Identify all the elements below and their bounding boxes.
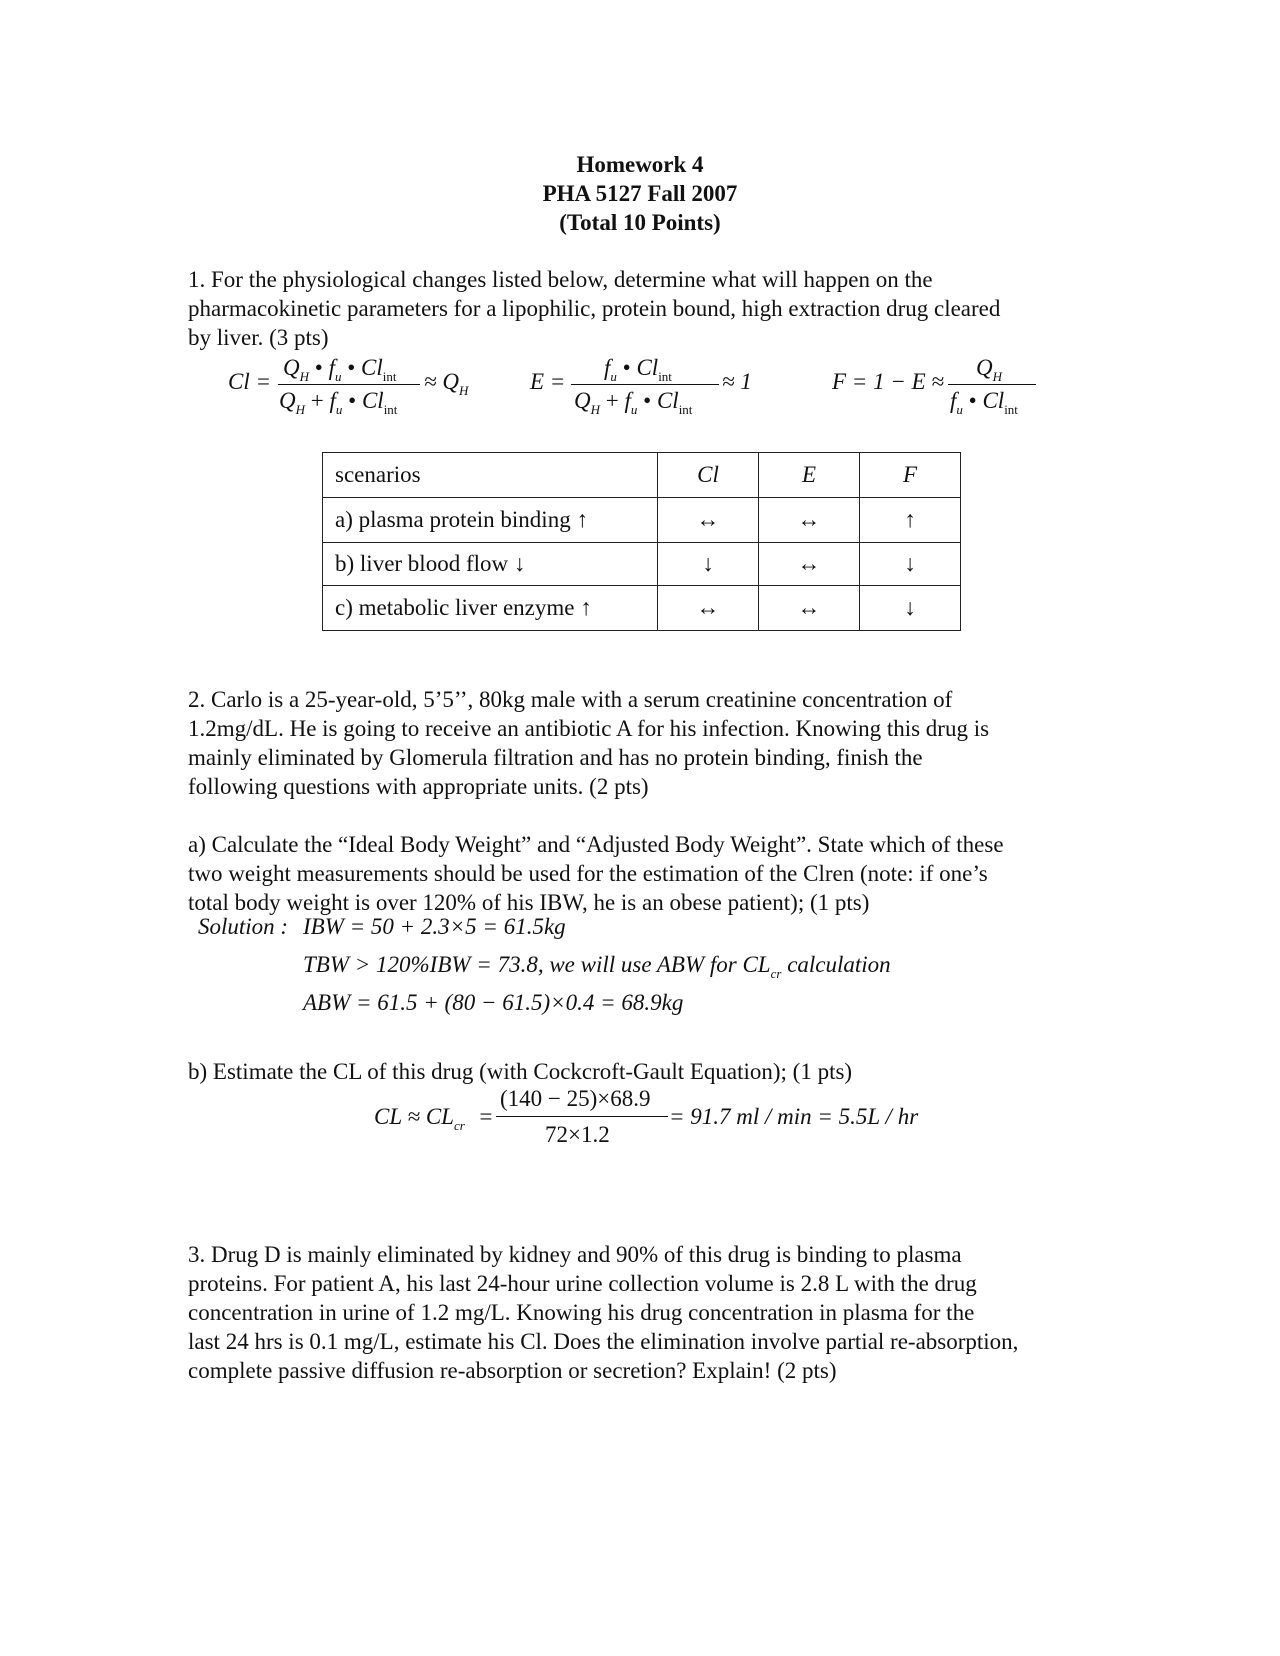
q3-line: 3. Drug D is mainly eliminated by kidney and 90% of this drug is binding to plasma xyxy=(188,1242,962,1267)
q3-line: concentration in urine of 1.2 mg/L. Knowing his drug concentration in plasma for the xyxy=(188,1300,975,1325)
cg-lhs-text: CL ≈ CL xyxy=(374,1104,454,1129)
cl-approx: ≈ $Q_H$ xyxy=(424,369,469,398)
q2a-line: two weight measurements should be used for the estimation of the Clren (note: if one’s xyxy=(188,861,988,886)
f-cell: ↓ xyxy=(860,543,961,586)
q1-line: by liver. (3 pts) xyxy=(188,325,329,350)
cg-rhs: = 91.7 ml / min = 5.5L / hr xyxy=(669,1104,919,1129)
scenario-cell: a) plasma protein binding ↑ xyxy=(323,498,658,543)
solution-ibw: IBW = 50 + 2.3×5 = 61.5kg xyxy=(303,914,566,939)
f-numerator: $Q_H$ xyxy=(976,355,1003,384)
table-row xyxy=(323,586,961,631)
cl-lhs: Cl = xyxy=(228,369,272,394)
e-cell: ↔ xyxy=(759,543,860,586)
f-cell: ↓ xyxy=(860,586,961,631)
cl-denominator: $Q_H + f_u$ • $Cl_{int}$ xyxy=(279,388,398,417)
table-row xyxy=(323,498,961,543)
solution-abw: ABW = 61.5 + (80 − 61.5)×0.4 = 68.9kg xyxy=(303,990,684,1015)
cg-lhs xyxy=(374,1104,465,1133)
tbw-text-end: calculation xyxy=(781,952,891,977)
e-cell: ↔ xyxy=(759,498,860,543)
f-lhs: F = 1 − E ≈ xyxy=(832,369,945,394)
e-denominator: $Q_H + f_u$ • $Cl_{int}$ xyxy=(574,388,693,417)
scenario-cell: c) metabolic liver enzyme ↑ xyxy=(323,586,658,631)
question-2-text xyxy=(188,685,989,801)
cg-lhs-subscript: cr xyxy=(453,1118,465,1133)
table-row xyxy=(323,543,961,586)
q2b-line: b) Estimate the CL of this drug (with Cockcroft-Gault Equation); (1 pts) xyxy=(188,1059,853,1084)
course-title: PHA 5127 Fall 2007 xyxy=(542,181,738,206)
e-approx: ≈ 1 xyxy=(722,369,752,394)
tbw-subscript: cr xyxy=(770,966,782,981)
q2a-line: total body weight is over 120% of his IBW, he is an obese patient); (1 pts) xyxy=(188,890,870,915)
q2-line: 2. Carlo is a 25-year-old, 5’5’’, 80kg male with a serum creatinine concentration of xyxy=(188,687,953,712)
f-cell: ↑ xyxy=(860,498,961,543)
cg-denominator: 72×1.2 xyxy=(545,1122,610,1147)
header-scenarios: scenarios xyxy=(323,453,658,498)
cl-cell: ↔ xyxy=(658,586,759,631)
cg-equals: = xyxy=(478,1104,494,1129)
cg-numerator: (140 − 25)×68.9 xyxy=(500,1086,651,1111)
q2-line: mainly eliminated by Glomerula filtration and has no protein binding, finish the xyxy=(188,745,923,770)
q1-line: 1. For the physiological changes listed below, determine what will happen on the xyxy=(188,267,933,292)
scenarios-table xyxy=(322,452,961,631)
f-fraction-bar xyxy=(948,384,1036,385)
scenario-cell: b) liver blood flow ↓ xyxy=(323,543,658,586)
header-f: F xyxy=(860,453,961,498)
table-header-row xyxy=(323,453,961,498)
q3-line: complete passive diffusion re-absorption or secretion? Explain! (2 pts) xyxy=(188,1358,837,1383)
question-2a-text xyxy=(188,830,1004,917)
cl-cell: ↔ xyxy=(658,498,759,543)
q3-line: proteins. For patient A, his last 24-hour urine collection volume is 2.8 L with the drug xyxy=(188,1271,977,1296)
header-cl: Cl xyxy=(658,453,759,498)
q3-line: last 24 hrs is 0.1 mg/L, estimate his Cl. Does the elimination involve partial re-absorption, xyxy=(188,1329,1019,1354)
q2-line: 1.2mg/dL. He is going to receive an antibiotic A for his infection. Knowing this drug is xyxy=(188,716,990,741)
cl-fraction-bar xyxy=(278,384,420,385)
question-3-text xyxy=(188,1240,1018,1385)
tbw-text: TBW > 120%IBW = 73.8, we will use ABW for CL xyxy=(303,952,771,977)
e-numerator: $f_u$ • $Cl_{int}$ xyxy=(604,355,672,384)
e-lhs: E = xyxy=(530,369,566,394)
q2-line: following questions with appropriate units. (2 pts) xyxy=(188,774,649,799)
solution-label: Solution : xyxy=(198,914,289,939)
total-points: (Total 10 Points) xyxy=(559,210,721,235)
e-cell: ↔ xyxy=(759,586,860,631)
question-1-text xyxy=(188,265,1000,352)
doc-title: Homework 4 xyxy=(576,152,704,177)
solution-tbw xyxy=(303,952,891,981)
e-fraction-bar xyxy=(571,384,719,385)
cg-fraction-bar xyxy=(496,1116,668,1117)
q2a-line: a) Calculate the “Ideal Body Weight” and “Adjusted Body Weight”. State which of these xyxy=(188,832,1004,857)
cl-numerator: $Q_H$ • $f_u$ • $Cl_{int}$ xyxy=(283,355,397,384)
question-2b-text xyxy=(188,1057,852,1086)
cl-cell: ↓ xyxy=(658,543,759,586)
f-denominator: $f_u$ • $Cl_{int}$ xyxy=(950,388,1018,417)
header-e: E xyxy=(759,453,860,498)
q1-line: pharmacokinetic parameters for a lipophilic, protein bound, high extraction drug cleared xyxy=(188,296,1001,321)
